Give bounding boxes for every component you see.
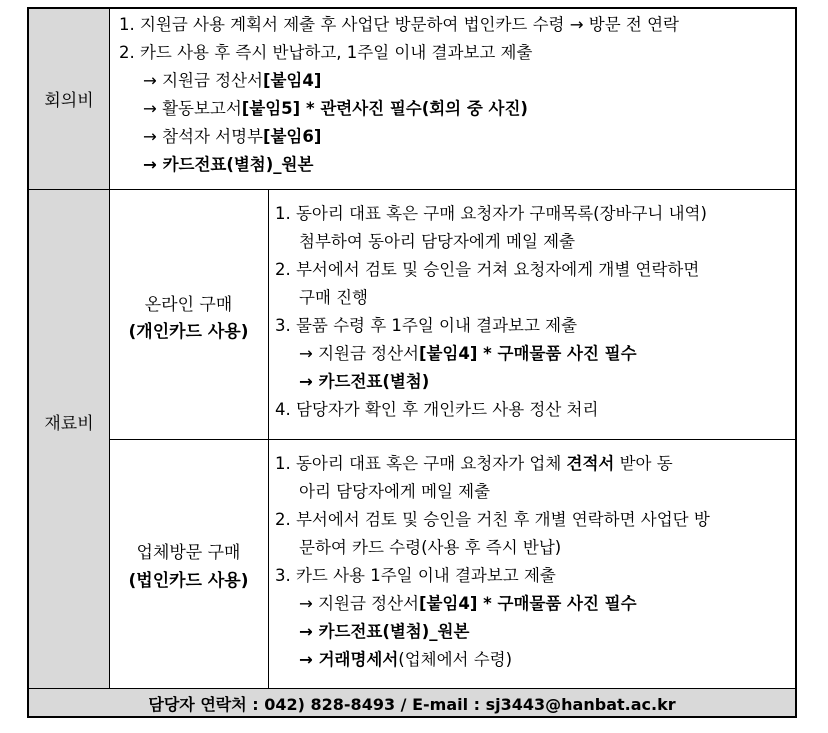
content-line bbox=[143, 71, 321, 91]
text-segment: 첨부하여 동아리 담당자에게 메일 제출 bbox=[299, 232, 576, 251]
bold-text: [붙임5] * 관련사진 필수(회의 중 사진) bbox=[241, 99, 528, 118]
content-line bbox=[299, 372, 429, 392]
text-segment: (업체에서 수령) bbox=[398, 650, 513, 669]
text-segment: 아리 담당자에게 메일 제출 bbox=[299, 482, 491, 501]
bold-text: → 카드전표(별첨)_원본 bbox=[299, 622, 470, 641]
bold-text: 견적서 bbox=[566, 454, 615, 473]
text-segment: 3. 물품 수령 후 1주일 이내 결과보고 제출 bbox=[275, 316, 578, 335]
content-line bbox=[119, 15, 679, 35]
text-segment: 2. 카드 사용 후 즉시 반납하고, 1주일 이내 결과보고 제출 bbox=[119, 43, 533, 62]
text-segment: 4. 담당자가 확인 후 개인카드 사용 정산 처리 bbox=[275, 400, 599, 419]
text-segment: → 지원금 정산서 bbox=[143, 71, 263, 90]
text-segment: 2. 부서에서 검토 및 승인을 거쳐 요청자에게 개별 연락하면 bbox=[275, 260, 700, 279]
content-line bbox=[299, 232, 575, 252]
online-title: 온라인 구매 bbox=[144, 295, 233, 315]
content-line bbox=[299, 650, 512, 670]
content-line bbox=[275, 454, 673, 474]
text-segment: 1. 동아리 대표 혹은 구매 요청자가 업체 bbox=[275, 454, 567, 473]
text-segment: 1. 동아리 대표 혹은 구매 요청자가 구매목록(장바구니 내역) bbox=[275, 204, 707, 223]
text-segment: 3. 카드 사용 1주일 이내 결과보고 제출 bbox=[275, 566, 556, 585]
content-line bbox=[143, 155, 313, 175]
text-segment: 구매 진행 bbox=[299, 288, 369, 307]
material-label-cell bbox=[29, 190, 109, 689]
content-line bbox=[275, 400, 598, 420]
content-line bbox=[299, 288, 368, 308]
text-segment: 받아 동 bbox=[614, 454, 673, 473]
content-line bbox=[275, 510, 710, 530]
bold-text: → 카드전표(별첨)_원본 bbox=[143, 155, 314, 174]
text-segment: → 지원금 정산서 bbox=[299, 344, 419, 363]
visit-title: 업체방문 구매 bbox=[136, 543, 241, 563]
text-segment: → 참석자 서명부 bbox=[143, 127, 263, 146]
content-line bbox=[143, 99, 528, 119]
text-segment: 2. 부서에서 검토 및 승인을 거친 후 개별 연락하면 사업단 방 bbox=[275, 510, 710, 529]
content-line bbox=[299, 344, 637, 364]
content-line bbox=[275, 316, 577, 336]
content-line bbox=[119, 43, 532, 63]
bold-text: [붙임6] bbox=[262, 127, 322, 146]
bold-text: → 거래명세서 bbox=[299, 650, 399, 669]
bold-text: [붙임4] * 구매물품 사진 필수 bbox=[418, 594, 637, 613]
info-table bbox=[27, 7, 797, 718]
bold-text: [붙임4] bbox=[262, 71, 322, 90]
content-line bbox=[143, 127, 321, 147]
text-segment: → 지원금 정산서 bbox=[299, 594, 419, 613]
text-segment: 문하여 카드 수령(사용 후 즉시 반납) bbox=[299, 538, 562, 557]
contact-info: 담당자 연락처 : 042) 828-8493 / E-mail : sj3443@hanbat.ac.kr bbox=[148, 695, 676, 714]
bold-text: → 카드전표(별첨) bbox=[299, 372, 430, 391]
content-line bbox=[299, 482, 490, 502]
content-line bbox=[299, 538, 561, 558]
content-line bbox=[275, 566, 556, 586]
content-line bbox=[299, 594, 637, 614]
material-label: 재료비 bbox=[44, 414, 94, 434]
content-line bbox=[299, 622, 469, 642]
content-line bbox=[275, 260, 699, 280]
visit-subtitle: (법인카드 사용) bbox=[128, 571, 249, 591]
bold-text: [붙임4] * 구매물품 사진 필수 bbox=[418, 344, 637, 363]
meeting-label: 회의비 bbox=[44, 91, 94, 111]
online-subtitle: (개인카드 사용) bbox=[128, 322, 249, 342]
text-segment: → 활동보고서 bbox=[143, 99, 242, 118]
content-line bbox=[275, 204, 707, 224]
text-segment: 1. 지원금 사용 계획서 제출 후 사업단 방문하여 법인카드 수령 → 방문 전 연락 bbox=[119, 15, 679, 34]
